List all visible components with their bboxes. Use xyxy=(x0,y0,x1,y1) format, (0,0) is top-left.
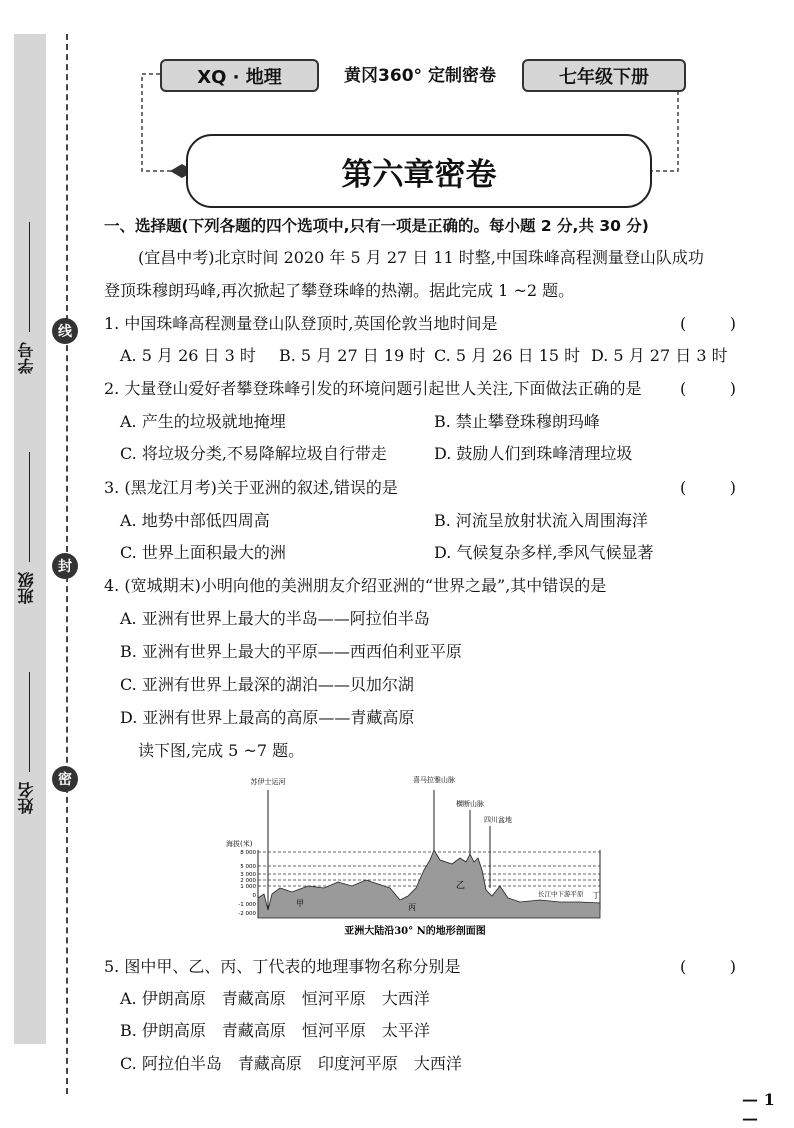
intro-line-2: 登顶珠穆朗玛峰,再次掀起了攀登珠峰的热潮。据此完成 1 ~2 题。 xyxy=(104,281,575,300)
grade-badge: 七年级下册 xyxy=(522,59,686,92)
terrain-profile-chart xyxy=(220,770,610,940)
seal-mi: 密 xyxy=(52,766,78,792)
subject-badge: XQ · 地理 xyxy=(160,59,319,92)
q4-option-c: C. 亚洲有世界上最深的湖泊——贝加尔湖 xyxy=(120,675,414,694)
label-sichuan: 四川盆地 xyxy=(484,816,512,824)
q1-option-d: D. 5 月 27 日 3 时 xyxy=(591,346,728,365)
y-tick-label: 5 000 xyxy=(240,864,256,870)
chart-caption: 亚洲大陆沿30° N的地形剖面图 xyxy=(344,926,486,937)
label-ding: 丁 xyxy=(592,891,600,900)
field-line-class[interactable] xyxy=(29,452,30,562)
label-yi: 乙 xyxy=(456,881,466,891)
q2-option-a: A. 产生的垃圾就地掩埋 xyxy=(120,412,286,431)
figure-intro: 读下图,完成 5 ~7 题。 xyxy=(138,741,305,760)
question-3-stem: 3. (黑龙江月考)关于亚洲的叙述,错误的是 xyxy=(104,478,398,497)
q2-option-d: D. 鼓励人们到珠峰清理垃圾 xyxy=(434,444,633,463)
q4-option-a: A. 亚洲有世界上最大的半岛——阿拉伯半岛 xyxy=(120,609,430,628)
label-suez: 苏伊士运河 xyxy=(250,778,286,786)
label-yangtze-plain: 长江中下游平原 xyxy=(538,890,584,898)
y-axis-label: 海拔(米) xyxy=(226,840,253,848)
y-tick-label: 1 000 xyxy=(240,884,256,890)
label-jia: 甲 xyxy=(296,899,304,908)
page-number: — 1 — xyxy=(742,1090,775,1128)
binding-strip xyxy=(14,34,46,1044)
field-label-student-id: 学号 xyxy=(17,342,36,374)
q3-option-b: B. 河流呈放射状流入周围海洋 xyxy=(434,511,648,530)
q1-option-c: C. 5 月 26 日 15 时 xyxy=(434,346,581,365)
q5-option-a: A. 伊朗高原 青藏高原 恒河平原 大西洋 xyxy=(120,989,430,1008)
q3-option-a: A. 地势中部低四周高 xyxy=(120,511,270,530)
q2-option-b: B. 禁止攀登珠穆朗玛峰 xyxy=(434,412,600,431)
question-1-stem: 1. 中国珠峰高程测量登山队登顶时,英国伦敦当地时间是 xyxy=(104,314,498,333)
terrain-profile-fill xyxy=(258,850,600,918)
y-tick-label: 3 000 xyxy=(240,872,256,878)
q4-option-d: D. 亚洲有世界上最高的高原——青藏高原 xyxy=(120,708,415,727)
answer-slot-2[interactable]: ( ) xyxy=(680,379,736,398)
seal-xian: 线 xyxy=(52,318,78,344)
y-tick-label: -2 000 xyxy=(238,911,256,917)
label-himalaya: 喜马拉雅山脉 xyxy=(413,776,455,784)
field-line-name[interactable] xyxy=(29,672,30,772)
q1-option-b: B. 5 月 27 日 19 时 xyxy=(279,346,426,365)
question-4-stem: 4. (宽城期末)小明向他的美洲朋友介绍亚洲的“世界之最”,其中错误的是 xyxy=(104,576,607,595)
seal-feng: 封 xyxy=(52,553,78,579)
y-tick-label: 0 xyxy=(252,893,256,899)
y-tick-label: 8 000 xyxy=(240,850,256,856)
q1-option-a: A. 5 月 26 日 3 时 xyxy=(120,346,256,365)
y-tick-label: 2 000 xyxy=(240,878,256,884)
q3-option-c: C. 世界上面积最大的洲 xyxy=(120,543,286,562)
y-tick-label: -1 000 xyxy=(238,902,256,908)
q3-option-d: D. 气候复杂多样,季风气候显著 xyxy=(434,543,654,562)
label-bing: 丙 xyxy=(408,903,416,912)
intro-line-1: (宜昌中考)北京时间 2020 年 5 月 27 日 11 时整,中国珠峰高程测量登山队成功 xyxy=(138,248,704,267)
q5-option-c: C. 阿拉伯半岛 青藏高原 印度河平原 大西洋 xyxy=(120,1054,462,1073)
q2-option-c: C. 将垃圾分类,不易降解垃圾自行带走 xyxy=(120,444,387,463)
answer-slot-5[interactable]: ( ) xyxy=(680,957,736,976)
label-hengduan: 横断山脉 xyxy=(456,800,484,808)
question-2-stem: 2. 大量登山爱好者攀登珠峰引发的环境问题引起世人关注,下面做法正确的是 xyxy=(104,379,642,398)
answer-slot-1[interactable]: ( ) xyxy=(680,314,736,333)
section-heading: 一、选择题(下列各题的四个选项中,只有一项是正确的。每小题 2 分,共 30 分) xyxy=(104,217,649,235)
q4-option-b: B. 亚洲有世界上最大的平原——西西伯利亚平原 xyxy=(120,642,462,661)
field-line-student-id[interactable] xyxy=(29,222,30,332)
chapter-title: 第六章密卷 xyxy=(186,134,652,208)
brand-title: 黄冈360° 定制密卷 xyxy=(344,66,496,86)
field-label-name: 姓名 xyxy=(17,782,36,814)
answer-slot-3[interactable]: ( ) xyxy=(680,478,736,497)
question-5-stem: 5. 图中甲、乙、丙、丁代表的地理事物名称分别是 xyxy=(104,957,461,976)
field-label-class: 班级 xyxy=(17,572,36,604)
q5-option-b: B. 伊朗高原 青藏高原 恒河平原 太平洋 xyxy=(120,1021,430,1040)
